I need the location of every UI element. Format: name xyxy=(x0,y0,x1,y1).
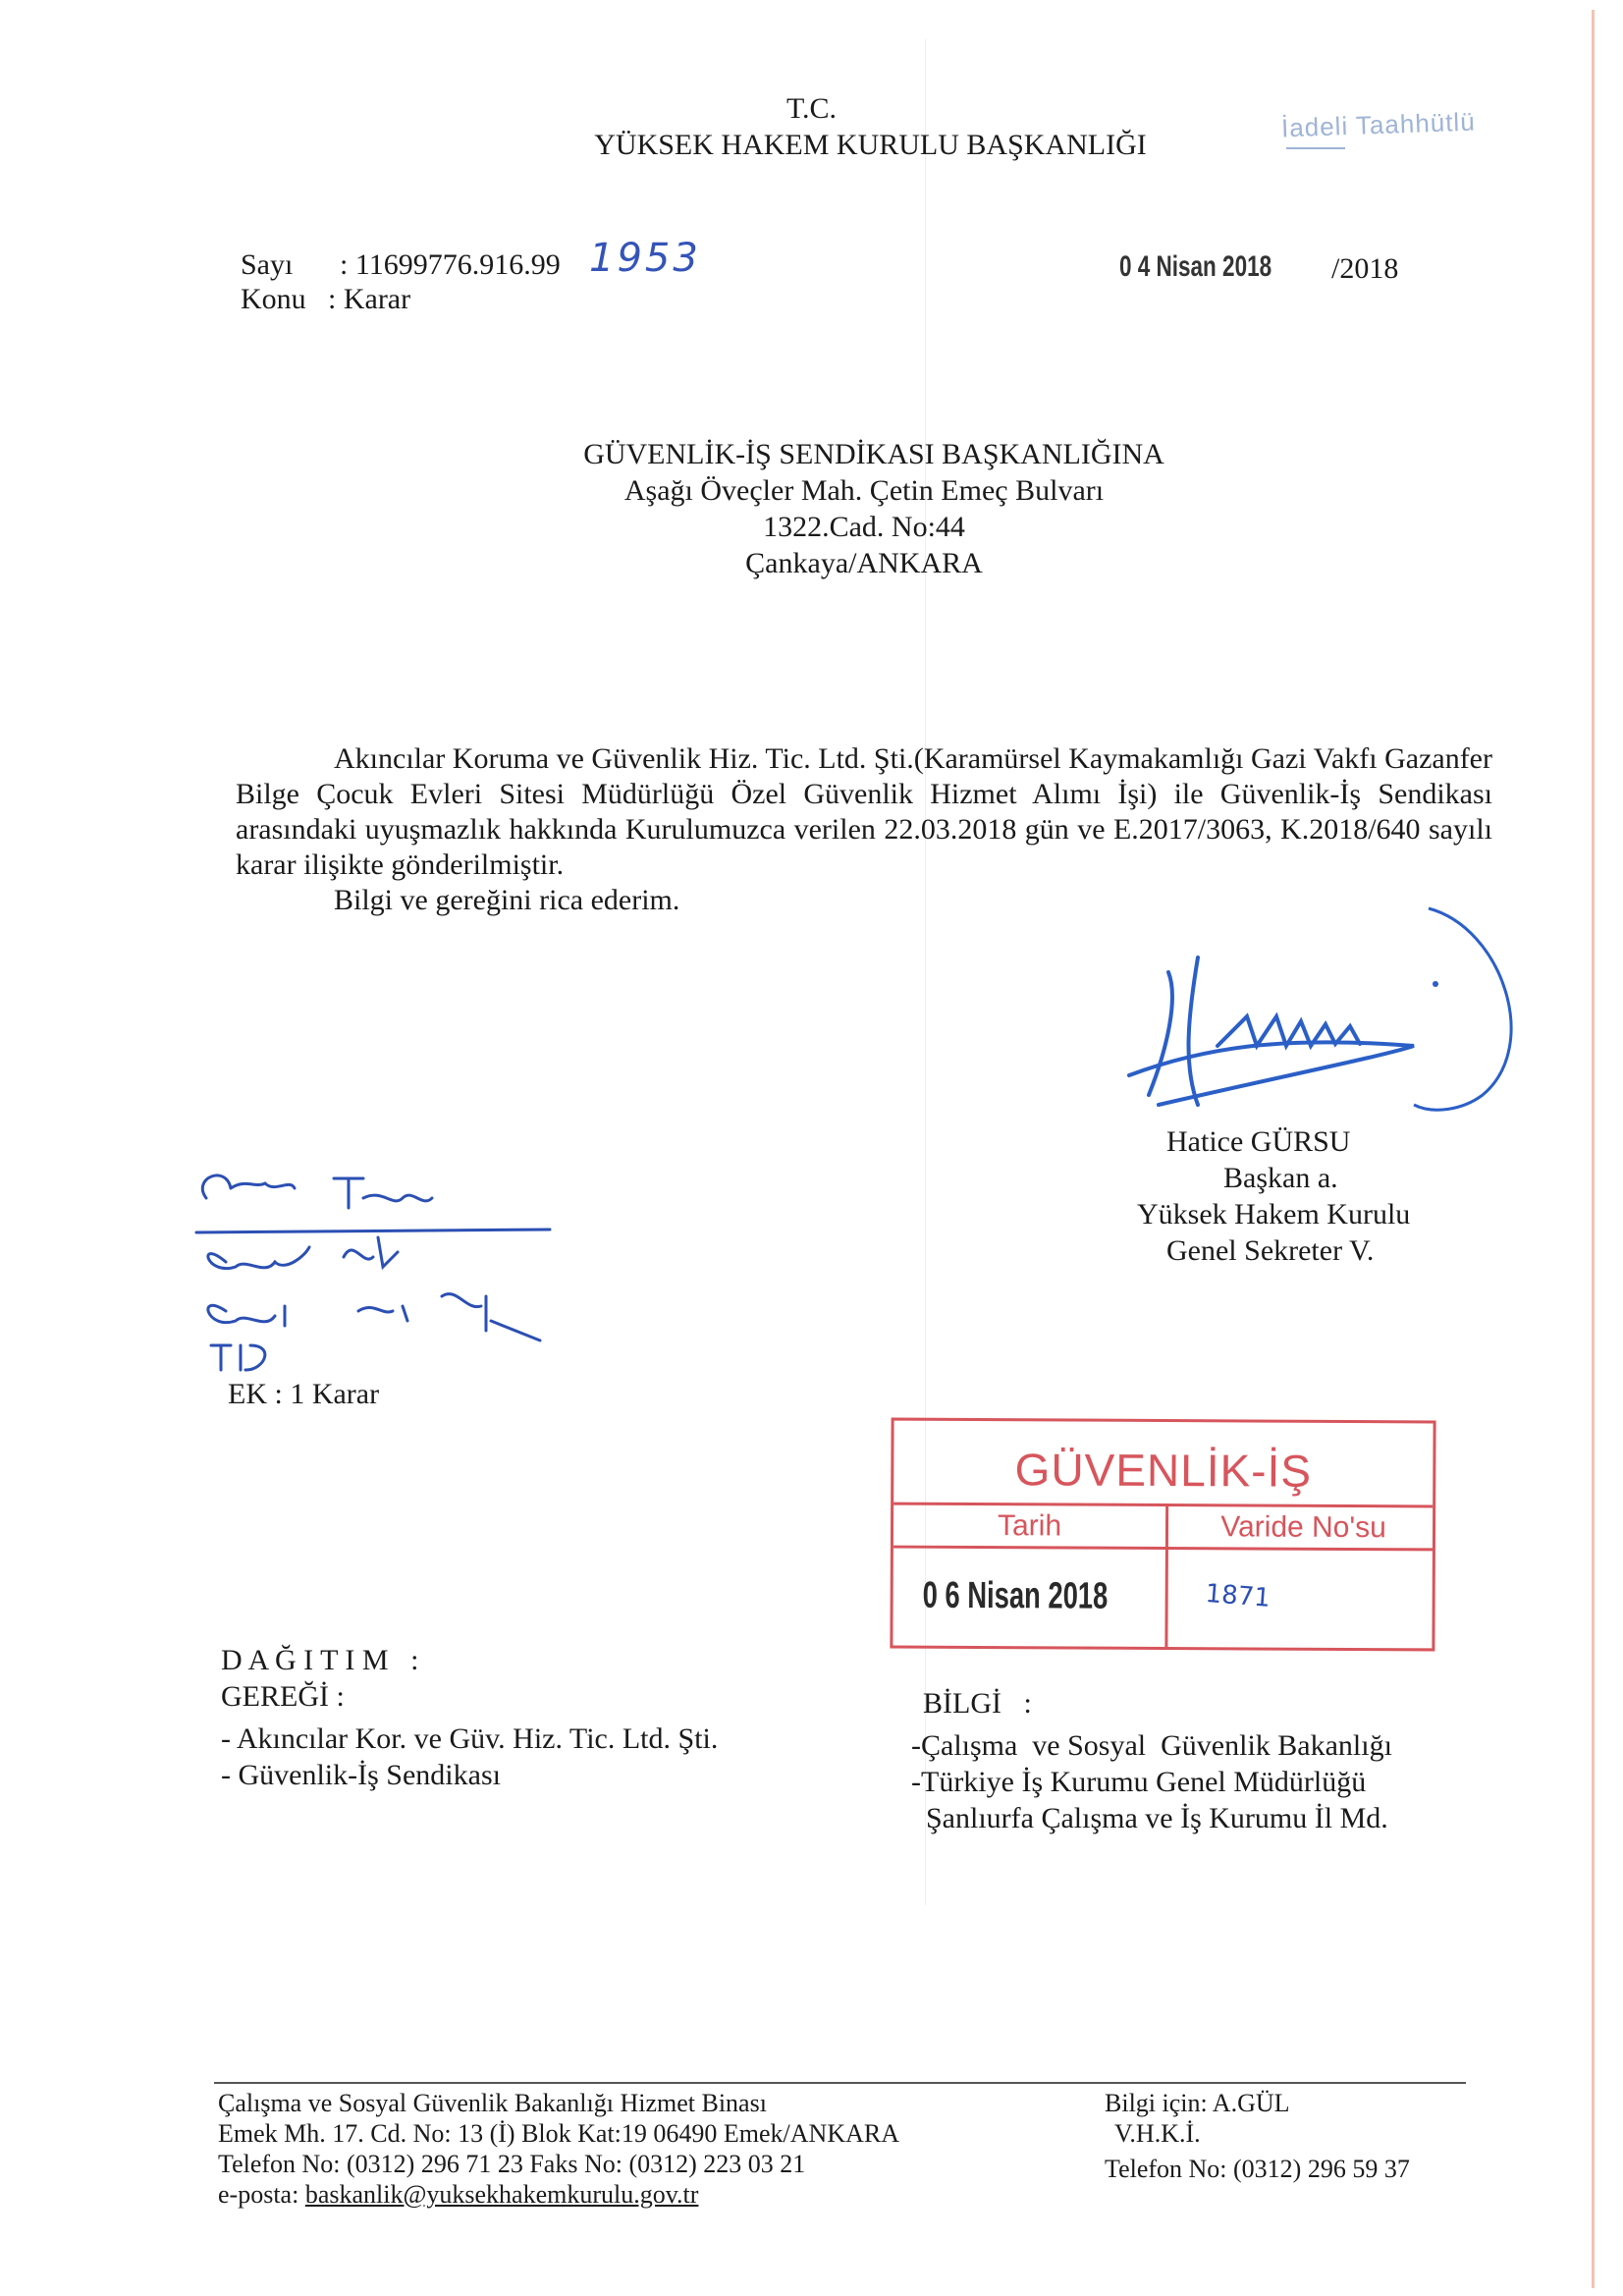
recipient-address-line2: 1322.Cad. No:44 xyxy=(763,511,965,543)
body-paragraph-1: Akıncılar Koruma ve Güvenlik Hiz. Tic. Ltd. Şti.(Karamürsel Kaymakamlığı Gazi Vakfı Gazanfer Bilge Çocuk Evleri Sitesi Müdürlüğü Özel Güvenlik Hizmet Alımı İşi) ile Güvenlik-İş Sendikası arasındaki uyuşmazlık hakkında Kurulumuzca verilen 22.03.2018 gün ve E.2017/3063, K.2018/640 sayılı karar ilişikte gönderilmiştir. xyxy=(236,742,1492,881)
sayi-label: Sayı xyxy=(241,248,294,281)
received-stamp-date: 0 6 Nisan 2018 xyxy=(922,1574,1109,1617)
distribution-heading: D A Ğ I T I M : xyxy=(221,1644,419,1676)
footer-email-link[interactable]: baskanlik@yuksekhakemkurulu.gov.tr xyxy=(304,2180,699,2209)
bilgi-item: Şanlıurfa Çalışma ve İş Kurumu İl Md. xyxy=(911,1802,1388,1834)
signatory-title-2: Yüksek Hakem Kurulu xyxy=(1137,1198,1411,1230)
konu-value: : Karar xyxy=(328,283,411,315)
bilgi-item: -Türkiye İş Kurumu Genel Müdürlüğü xyxy=(911,1766,1367,1798)
recipient-name: GÜVENLİK-İŞ SENDİKASI BAŞKANLIĞINA xyxy=(583,438,1164,470)
bilgi-label: BİLGİ : xyxy=(923,1687,1032,1720)
gereği-item: - Güvenlik-İş Sendikası xyxy=(221,1759,501,1791)
received-stamp-number: 1871 xyxy=(1204,1578,1271,1613)
stamp-divider xyxy=(893,1503,1433,1508)
received-stamp xyxy=(890,1418,1435,1652)
footer-divider xyxy=(214,2082,1466,2084)
received-stamp-number-header: Varide No'su xyxy=(1220,1510,1386,1545)
received-stamp-title: GÜVENLİK-İŞ xyxy=(1014,1444,1313,1497)
attachment-note: EK : 1 Karar xyxy=(228,1378,380,1410)
date-stamp: 0 4 Nisan 2018 xyxy=(1119,250,1272,283)
recipient-city: Çankaya/ANKARA xyxy=(745,547,983,579)
scan-margin-line xyxy=(1592,10,1595,2288)
sayi-handwritten-number: 1953 xyxy=(589,236,701,281)
letter-body xyxy=(236,741,1492,918)
footer-address-1: Çalışma ve Sosyal Güvenlik Bakanlığı Hizmet Binası xyxy=(218,2089,767,2117)
body-paragraph-2: Bilgi ve gereğini rica ederim. xyxy=(334,884,680,916)
bilgi-item: -Çalışma ve Sosyal Güvenlik Bakanlığı xyxy=(911,1729,1392,1762)
sayi-value: : 11699776.916.99 xyxy=(340,248,561,281)
footer-contact-phone: Telefon No: (0312) 296 59 37 xyxy=(1105,2155,1410,2183)
signatory-title-3: Genel Sekreter V. xyxy=(1166,1234,1375,1267)
footer-contact-title: V.H.K.İ. xyxy=(1114,2119,1201,2148)
konu-label: Konu xyxy=(241,283,306,315)
received-stamp-date-header: Tarih xyxy=(997,1509,1062,1543)
gereği-item: - Akıncılar Kor. ve Güv. Hiz. Tic. Ltd. Şti. xyxy=(221,1722,719,1755)
recipient-address-line1: Aşağı Öveçler Mah. Çetin Emeç Bulvarı xyxy=(623,474,1105,507)
gereği-label: GEREĞİ : xyxy=(221,1680,345,1713)
footer-address-2: Emek Mh. 17. Cd. No: 13 (İ) Blok Kat:19 06490 Emek/ANKARA xyxy=(218,2119,900,2148)
signatory-title-1: Başkan a. xyxy=(1223,1162,1338,1194)
footer-phone: Telefon No: (0312) 296 71 23 Faks No: (0312) 223 03 21 xyxy=(218,2150,806,2178)
footer-email-row xyxy=(218,2179,698,2210)
handwritten-routing-notes xyxy=(187,1159,609,1394)
stamp-divider xyxy=(893,1546,1433,1552)
header-institution: YÜKSEK HAKEM KURULU BAŞKANLIĞI xyxy=(594,129,1147,161)
footer-contact-person: Bilgi için: A.GÜL xyxy=(1105,2089,1290,2117)
stamp-underline xyxy=(1286,147,1345,149)
date-year-suffix: /2018 xyxy=(1331,252,1399,285)
handwritten-signature xyxy=(1090,899,1542,1134)
footer-email-label: e-posta: xyxy=(218,2180,305,2209)
signatory-name: Hatice GÜRSU xyxy=(1166,1125,1351,1158)
registered-mail-stamp: İadeli Taahhütlü xyxy=(1280,106,1477,143)
header-tc: T.C. xyxy=(785,92,838,125)
